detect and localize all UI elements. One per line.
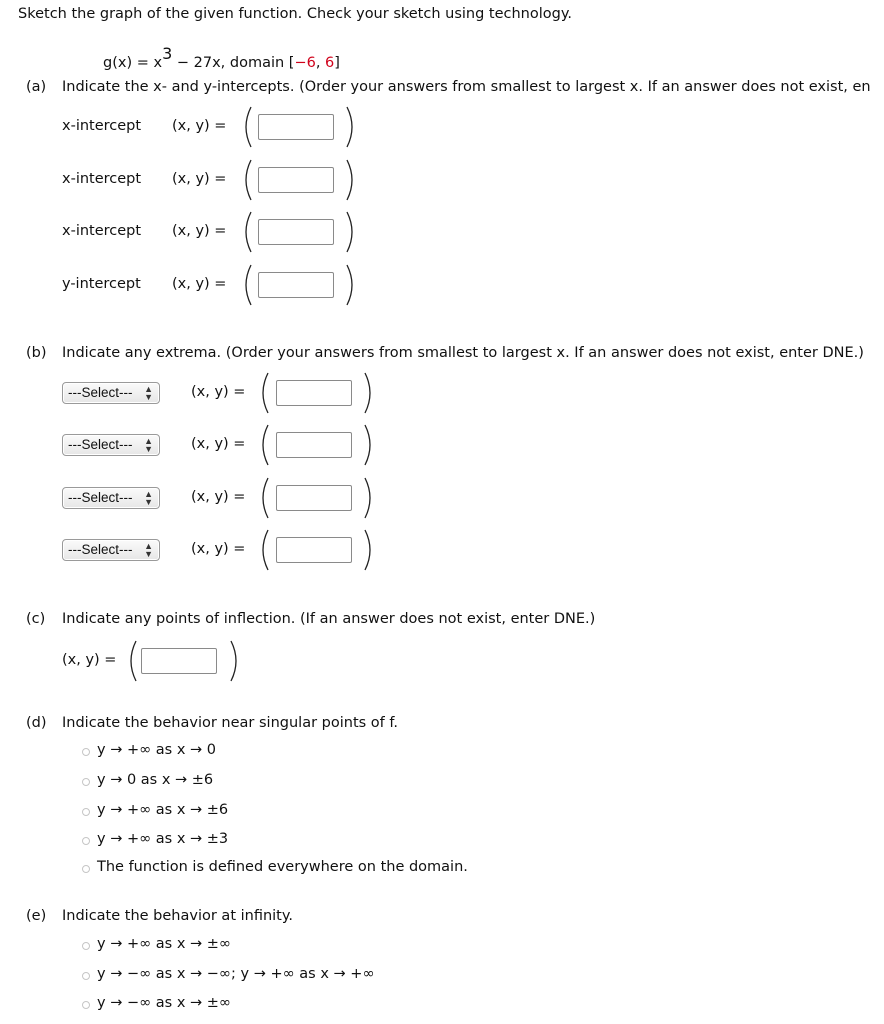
left-paren [257,528,271,572]
intercept-input[interactable] [258,167,334,193]
intercept-xy-label: (x, y) = [172,223,227,239]
extrema-xy-label: (x, y) = [191,489,246,505]
extrema-type-select[interactable] [62,487,160,509]
intercept-input[interactable] [258,114,334,140]
part-e-header [26,908,293,924]
extrema-type-select[interactable] [62,434,160,456]
extrema-xy-label: (x, y) = [191,436,246,452]
left-paren [257,423,271,467]
function-rest: − 27x, domain [ [172,54,295,71]
singular-option-label: y → +∞ as x → 0 [97,742,217,758]
part-b-letter: (b) [26,345,47,361]
extrema-type-select[interactable] [62,382,160,404]
extrema-input[interactable] [276,485,352,511]
part-d-letter: (d) [26,715,47,731]
singular-option-radio[interactable] [82,837,90,845]
right-paren [228,639,242,683]
part-a-letter: (a) [26,79,47,95]
extrema-input[interactable] [276,537,352,563]
select-arrows-icon: ▲ ▼ [144,541,153,559]
function-exponent: 3 [162,44,173,63]
part-b-header [26,345,864,361]
select-arrows-icon: ▲ ▼ [144,489,153,507]
extrema-select-value: ---Select--- [68,542,133,557]
left-paren [240,105,254,149]
intercept-label: x-intercept [62,171,142,187]
part-c-header [26,611,596,627]
left-paren [125,639,139,683]
part-a-header [26,79,871,95]
domain-lower: −6 [294,54,316,71]
extrema-type-select[interactable] [62,539,160,561]
part-d-text: Indicate the behavior near singular points of f. [62,715,399,731]
infinity-option-label: y → −∞ as x → −∞; y → +∞ as x → +∞ [97,966,375,982]
intercept-label: x-intercept [62,118,142,134]
left-paren [240,263,254,307]
extrema-input[interactable] [276,380,352,406]
part-c-text: Indicate any points of inflection. (If an answer does not exist, enter DNE.) [62,611,596,627]
right-paren [344,105,358,149]
extrema-select-value: ---Select--- [68,437,133,452]
singular-option-radio[interactable] [82,778,90,786]
right-paren [362,476,376,520]
intercept-xy-label: (x, y) = [172,118,227,134]
intercept-label: x-intercept [62,223,142,239]
part-e-text: Indicate the behavior at infinity. [62,908,293,924]
intercept-input[interactable] [258,272,334,298]
singular-option-label: y → +∞ as x → ±3 [97,831,229,847]
right-paren [362,423,376,467]
extrema-xy-label: (x, y) = [191,384,246,400]
extrema-select-value: ---Select--- [68,490,133,505]
singular-option-radio[interactable] [82,865,90,873]
right-paren [344,210,358,254]
intercept-label: y-intercept [62,276,141,292]
part-e-letter: (e) [26,908,47,924]
singular-option-label: y → 0 as x → ±6 [97,772,214,788]
left-paren [240,158,254,202]
instruction-text: Sketch the graph of the given function. Check your sketch using technology. [18,6,572,22]
part-d-header [26,715,399,731]
function-lhs: g(x) = x [103,54,163,71]
infinity-option-radio[interactable] [82,972,90,980]
select-arrows-icon: ▲ ▼ [144,384,153,402]
extrema-xy-label: (x, y) = [191,541,246,557]
singular-option-radio[interactable] [82,748,90,756]
select-arrows-icon: ▲ ▼ [144,436,153,454]
infinity-option-radio[interactable] [82,942,90,950]
inflection-input[interactable] [141,648,217,674]
singular-option-label: y → +∞ as x → ±6 [97,802,229,818]
left-paren [257,476,271,520]
infinity-option-label: y → +∞ as x → ±∞ [97,936,232,952]
domain-close: ] [334,54,340,71]
intercept-xy-label: (x, y) = [172,171,227,187]
part-a-text: Indicate the x- and y-intercepts. (Order your answers from smallest to largest x. If an answer does not exist, en [62,79,871,95]
domain-upper: 6 [325,54,335,71]
extrema-select-value: ---Select--- [68,385,133,400]
extrema-input[interactable] [276,432,352,458]
singular-option-label: The function is defined everywhere on the domain. [97,859,468,875]
domain-sep: , [315,54,326,71]
right-paren [344,263,358,307]
inflection-xy-label: (x, y) = [62,652,117,668]
infinity-option-radio[interactable] [82,1001,90,1009]
right-paren [362,528,376,572]
function-definition [103,46,340,71]
intercept-input[interactable] [258,219,334,245]
part-c-letter: (c) [26,611,46,627]
part-b-text: Indicate any extrema. (Order your answers from smallest to largest x. If an answer does not exist, enter DNE.) [62,345,864,361]
right-paren [362,371,376,415]
right-paren [344,158,358,202]
intercept-xy-label: (x, y) = [172,276,227,292]
left-paren [257,371,271,415]
singular-option-radio[interactable] [82,808,90,816]
infinity-option-label: y → −∞ as x → ±∞ [97,995,232,1011]
left-paren [240,210,254,254]
